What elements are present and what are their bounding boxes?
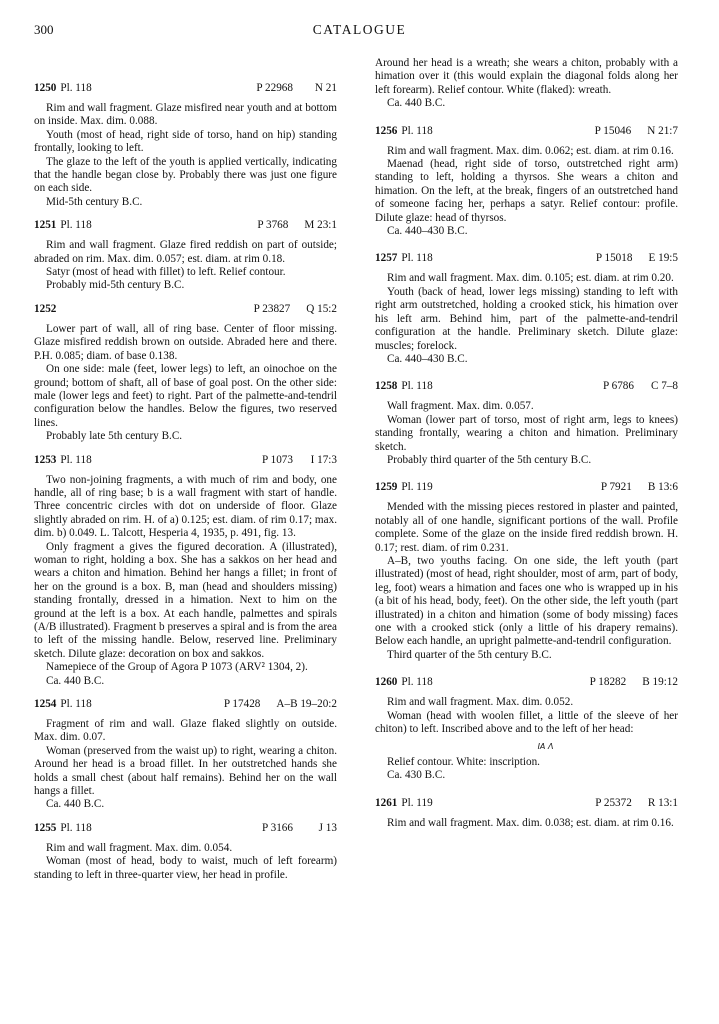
page-number: 300 [34,22,54,37]
entry-heading [34,303,337,317]
entry-paragraph: Satyr (most of head with fillet) to left. Relief contour. [46,266,286,279]
inventory-reference [601,481,678,494]
entry-number: 1250 [34,82,57,94]
plate-reference: Pl. 118 [401,124,433,137]
entry-number: 1257 [375,252,398,265]
plate-reference: Pl. 118 [60,453,92,466]
entry-heading [375,797,678,811]
continued-text [375,57,678,111]
entry-number: 1260 [375,676,398,689]
entry-paragraph: Rim and wall fragment. Max. dim. 0.038; est. diam. at rim 0.16. [387,816,674,829]
entry-heading [34,82,337,96]
entry-paragraph: The glaze to the left of the youth is applied vertically, indicating that the handle began close by. Probably there was just one figure on each side. [34,155,337,195]
catalogue-entry-1259 [375,481,678,662]
inventory-number: P 7921 [600,481,632,494]
plate-reference: Pl. 118 [60,698,92,711]
entry-heading [375,125,678,139]
entry-paragraph: Ca. 440 B.C. [46,798,105,811]
running-header [0,22,719,42]
entry-number: 1251 [34,219,57,232]
entry-number: 1259 [375,481,398,494]
inventory-number: P 18282 [589,676,627,689]
inscription-glyphs: ΙΑ Λ [537,742,554,752]
entry-paragraph: Rim and wall fragment. Glaze misfired near youth and at bottom on inside. Max. dim. 0.088. [34,102,337,128]
entry-paragraph: Youth (most of head, right side of torso, hand on hip) standing frontally, looking to left. [34,128,337,155]
inventory-number: P 17428 [223,698,261,711]
continued-paragraph: Around her head is a wreath; she wears a chiton, probably with a himation over it (this would explain the diagonal folds along her left forearm). Relief contour. White (flaked): wreath. [375,57,678,96]
entry-heading [375,481,678,495]
entry-paragraph: Ca. 440–430 B.C. [387,352,468,365]
entry-paragraph: Mid-5th century B.C. [46,195,143,208]
entry-paragraph: Rim and wall fragment. Max. dim. 0.105; est. diam. at rim 0.20. [387,272,674,285]
grid-location: B 13:6 [647,481,678,494]
plate-reference: Pl. 119 [401,481,433,494]
inventory-number: P 23827 [253,302,291,315]
inventory-reference [262,822,337,835]
entry-paragraph: Two non-joining fragments, a with much of rim and body, one handle, all of ring base; b is a wall fragment with start of handle. Three concentric circles with dot on underside of floor. Glaze slightly abraded on rim. H. of a) 0.125; est. diam. of rim 0.17; max. dim. b) 0.049. L. Talcott, Hesperia 4, 1935, p. 491, fig. 13. [34,473,337,540]
entry-paragraph: Mended with the missing pieces restored in plaster and painted, notably all of one handle, significant portions of the wall. Profile complete. Some of the glaze on the inside fired reddish brown. H. 0.17; rest. diam. of rim 0.231. [375,501,678,554]
inventory-reference [256,82,337,95]
entry-heading [34,454,337,468]
entry-paragraph: Ca. 430 B.C. [387,769,446,782]
grid-location: E 19:5 [648,252,678,265]
inventory-number: P 25372 [595,796,632,809]
entry-paragraph: On one side: male (feet, lower legs) to left, an oinochoe on the ground; bottom of shaft, all of base of goal post. On the other side: male (lower legs and feet) to right. Part of the palmette-and-tendril configuration below the handles. Below the figures, two reserved lines. [34,363,337,429]
grid-location: N 21:7 [647,124,678,137]
inventory-number: P 22968 [256,82,293,94]
entry-paragraph: Probably late 5th century B.C. [46,430,183,443]
entry-paragraph: Woman (head with woolen fillet, a little of the sleeve of her chiton) to left. Inscribed above and to the left of her head: [375,709,678,736]
entry-paragraph: Third quarter of the 5th century B.C. [387,648,552,661]
plate-reference: Pl. 118 [60,219,92,232]
entry-paragraph: Probably mid-5th century B.C. [46,279,185,292]
right-column [375,57,678,830]
plate-reference: Pl. 118 [60,82,92,94]
plate-reference: Pl. 118 [401,676,433,689]
left-column [34,55,337,882]
entry-paragraph: Ca. 440–430 B.C. [387,225,468,238]
catalogue-entry-1256 [375,125,678,239]
inventory-reference [254,303,337,316]
entry-paragraph: Rim and wall fragment. Max. dim. 0.054. [46,841,233,854]
grid-location: R 13:1 [647,796,678,809]
plate-reference: Pl. 119 [401,796,433,809]
entry-paragraph: Rim and wall fragment. Max. dim. 0.052. [387,696,574,709]
grid-location: B 19:12 [642,676,678,689]
grid-location: Q 15:2 [306,302,337,315]
catalogue-entry-1254 [34,698,337,812]
plate-reference: Pl. 118 [401,380,433,393]
plate-reference: Pl. 118 [60,821,92,834]
grid-location: N 21 [314,82,337,94]
inventory-number: P 6786 [603,380,634,393]
catalogue-entry-1250 [34,82,337,209]
continued-paragraph: Ca. 440 B.C. [387,97,446,110]
entry-paragraph: Maenad (head, right side of torso, outstretched right arm) standing to left, holding a thyrsos. She wears a chiton and himation. On the left, at the break, fingers of an outstretched hand of someone facing her, perhaps a satyr. Relief contour: profile. Dilute glaze: head of thyrsos. [375,158,678,224]
inventory-reference [603,380,678,393]
inventory-reference [224,698,337,711]
catalogue-entry-1255 [34,822,337,882]
entry-number: 1255 [34,821,57,834]
catalogue-entry-1258 [375,380,678,467]
catalogue-entry-1257 [375,252,678,366]
inventory-number: P 1073 [262,453,293,466]
catalogue-entry-1252 [34,303,337,444]
grid-location: A–B 19–20:2 [276,698,337,711]
entry-number: 1256 [375,124,398,137]
inventory-number: P 15018 [595,252,633,265]
entry-number: 1261 [375,796,398,809]
entry-heading [34,219,337,233]
inventory-reference [596,252,678,265]
entry-heading [375,252,678,266]
entry-paragraph: A–B, two youths facing. On one side, the left youth (part illustrated) (most of head, right shoulder, most of arm, part of body, leg, foot) wears a himation and faces one who is wrapped up in his (a bit of his head, body, feet). On the other side, the left youth (part illustrated) in a chiton and himation (some of body missing) faces one with a crooked stick (only a little of his drapery remains). Below each handle, an upright palmette-and-tendril configuration. [375,554,678,648]
entry-number: 1258 [375,380,398,393]
inventory-number: P 15046 [594,124,632,137]
entry-paragraph: Woman (preserved from the waist up) to right, wearing a chiton. Around her head is a broad fillet. In her outstretched hands she holds a small chest (about half remains). Behind her on the wall hangs a fillet. [34,744,337,798]
entry-paragraph: Namepiece of the Group of Agora P 1073 (ARV² 1304, 2). [46,661,308,674]
inventory-number: P 3166 [262,821,293,834]
entry-paragraph: Wall fragment. Max. dim. 0.057. [387,400,534,413]
entry-paragraph: Ca. 440 B.C. [46,674,105,687]
grid-location: J 13 [318,821,337,834]
entry-paragraph: Relief contour. White: inscription. [387,755,540,768]
entry-paragraph: Probably third quarter of the 5th century B.C. [387,453,592,466]
inventory-number: P 3768 [257,219,289,232]
entry-paragraph: Rim and wall fragment. Glaze fired reddish on part of outside; abraded on rim. Max. dim. 0.057; est. diam. at rim 0.18. [34,239,337,265]
entry-number: 1253 [34,453,57,466]
entry-paragraph: Rim and wall fragment. Max. dim. 0.062; est. diam. at rim 0.16. [387,144,674,157]
entry-paragraph: Only fragment a gives the figured decoration. A (illustrated), woman to right, holding a box. She has a sakkos on her head and wears a chiton and himation. Behind her hangs a fillet; in front of her on the ground is a box. B, man (head and shoulders missing) standing frontally, dressed in a himation. Next to him on the ground at the left is a box. At each handle, palmettes and spirals (A/B illustrated). Fragment b preserves a spiral and is from the area to left of the missing handle. Below, reserved line. Preliminary sketch. Dilute glaze: decoration on box and sakkos. [34,540,337,660]
inventory-reference [595,797,678,810]
inventory-reference [262,454,337,467]
plate-reference: Pl. 118 [401,252,433,265]
entry-heading [34,698,337,712]
entry-paragraph: Lower part of wall, all of ring base. Center of floor missing. Glaze misfired reddish brown on outside. Abraded here and there. P.H. 0.085; diam. of base 0.138. [34,322,337,362]
entry-number: 1254 [34,698,57,711]
grid-location: C 7–8 [650,380,678,393]
catalogue-entry-1260 [375,676,678,782]
entry-paragraph: Woman (most of head, body to waist, much of left forearm) standing to left in three-quarter view, her head in profile. [34,855,337,881]
inventory-reference [590,676,678,689]
inventory-reference [595,125,678,138]
entry-heading [375,380,678,394]
entry-heading [375,676,678,690]
grid-location: M 23:1 [304,219,337,232]
inventory-reference [257,219,337,232]
entry-paragraph: Woman (lower part of torso, most of right arm, legs to knees) standing frontally, wearing a chiton and himation. Preliminary sketch. [375,413,678,453]
grid-location: I 17:3 [310,453,337,466]
catalogue-entry-1261 [375,797,678,830]
entry-paragraph: Fragment of rim and wall. Glaze flaked slightly on outside. Max. dim. 0.07. [34,718,337,744]
catalogue-entry-1253 [34,454,337,689]
entry-paragraph: Youth (back of head, lower legs missing) standing to left with right arm outstretched, holding a crooked stick, his himation over his left arm. Behind him, part of the palmette-and-tendril configuration at the handle. Preliminary sketch. Dilute glaze: muscles; forelock. [375,285,678,352]
catalogue-entry-1251 [34,219,337,293]
entry-number: 1252 [34,302,57,315]
page-title: CATALOGUE [312,22,407,37]
entry-heading [34,822,337,836]
